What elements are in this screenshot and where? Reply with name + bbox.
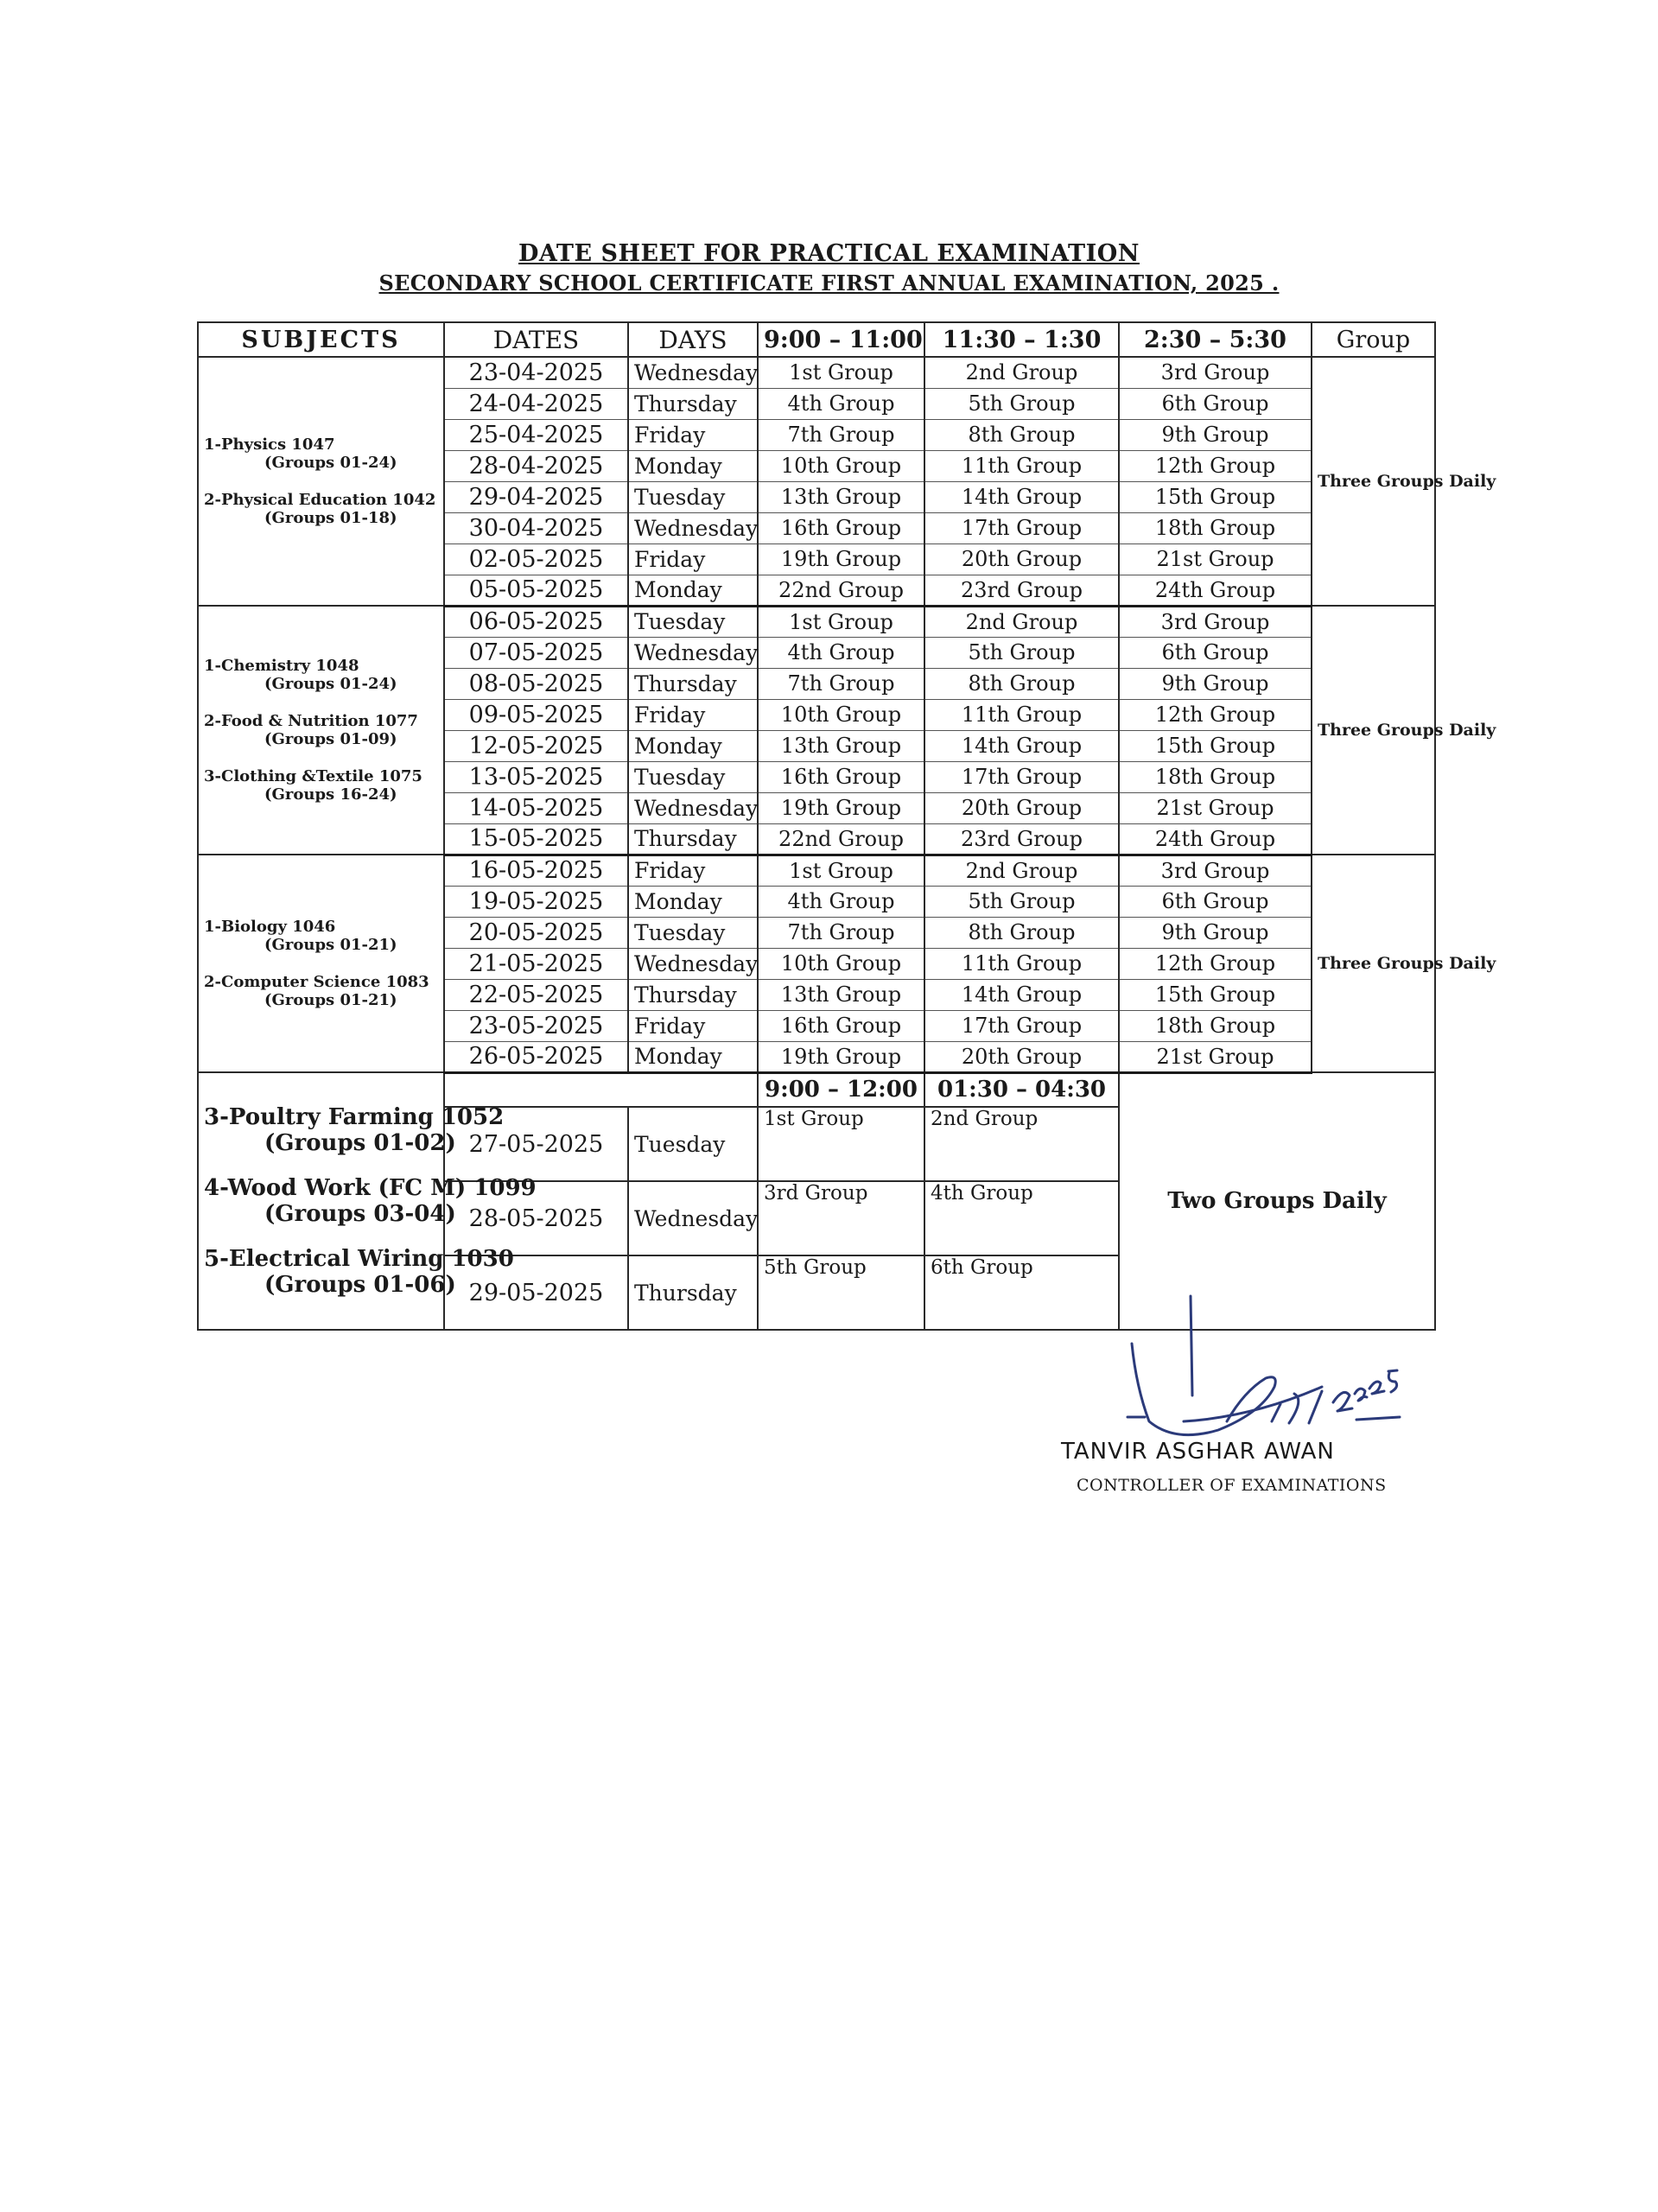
three-groups-note: Three Groups Daily bbox=[1312, 357, 1435, 606]
group-cell: 1st Group bbox=[758, 357, 924, 388]
group-cell: 19th Group bbox=[758, 543, 924, 575]
group-cell: 18th Group bbox=[1119, 1010, 1312, 1041]
date-cell: 07-05-2025 bbox=[444, 637, 628, 668]
date-cell: 24-04-2025 bbox=[444, 388, 628, 419]
block-2 bbox=[198, 606, 1496, 855]
day-cell: Wednesday bbox=[628, 357, 758, 388]
day-cell: Tuesday bbox=[628, 917, 758, 948]
date-sheet-table bbox=[197, 321, 1496, 1331]
group-cell: 14th Group bbox=[924, 979, 1119, 1010]
header-group: Group bbox=[1312, 322, 1435, 357]
subject-name: 1-Physics 1047 bbox=[204, 435, 335, 454]
date-cell: 27-05-2025 bbox=[444, 1107, 628, 1181]
page-subtitle: SECONDARY SCHOOL CERTIFICATE FIRST ANNUAL EXAMINATION, 2025 . bbox=[378, 270, 1280, 296]
date-cell: 29-04-2025 bbox=[444, 481, 628, 512]
group-cell: 18th Group bbox=[1119, 761, 1312, 792]
group-cell: 2nd Group bbox=[924, 606, 1119, 637]
subject-name: 3-Clothing &Textile 1075 bbox=[204, 767, 422, 785]
subject-groups: (Groups 01-21) bbox=[264, 936, 397, 954]
subject-name: 5-Electrical Wiring 1030 bbox=[204, 1246, 514, 1272]
group-cell: 8th Group bbox=[924, 668, 1119, 699]
date-cell: 22-05-2025 bbox=[444, 979, 628, 1010]
block-1 bbox=[198, 357, 1496, 606]
subject-groups: (Groups 01-24) bbox=[264, 675, 397, 693]
blank-cell bbox=[444, 1072, 758, 1107]
date-cell: 12-05-2025 bbox=[444, 730, 628, 761]
subject-name: 1-Biology 1046 bbox=[204, 918, 336, 936]
header-dates: DATES bbox=[444, 322, 628, 357]
date-cell: 09-05-2025 bbox=[444, 699, 628, 730]
group-cell: 8th Group bbox=[924, 917, 1119, 948]
group-cell: 10th Group bbox=[758, 948, 924, 979]
day-cell: Tuesday bbox=[628, 606, 758, 637]
date-cell: 28-05-2025 bbox=[444, 1181, 628, 1255]
group-cell: 20th Group bbox=[924, 1041, 1119, 1072]
date-cell: 16-05-2025 bbox=[444, 855, 628, 886]
header-slot3: 2:30 – 5:30 bbox=[1119, 322, 1312, 357]
group-cell: 10th Group bbox=[758, 699, 924, 730]
day-cell: Monday bbox=[628, 450, 758, 481]
group-cell: 5th Group bbox=[924, 886, 1119, 917]
day-cell: Wednesday bbox=[628, 948, 758, 979]
group-cell: 15th Group bbox=[1119, 481, 1312, 512]
group-cell: 17th Group bbox=[924, 512, 1119, 543]
group-cell: 9th Group bbox=[1119, 917, 1312, 948]
day-cell: Tuesday bbox=[628, 761, 758, 792]
group-cell: 21st Group bbox=[1119, 543, 1312, 575]
group-cell: 3rd Group bbox=[1119, 855, 1312, 886]
group-cell: 23rd Group bbox=[924, 823, 1119, 855]
day-cell: Wednesday bbox=[628, 792, 758, 823]
block-3-subjects bbox=[198, 855, 444, 1072]
group-cell: 5th Group bbox=[924, 388, 1119, 419]
subject-groups: (Groups 01-06) bbox=[264, 1272, 456, 1298]
date-cell: 14-05-2025 bbox=[444, 792, 628, 823]
group-cell: 12th Group bbox=[1119, 948, 1312, 979]
date-cell: 30-04-2025 bbox=[444, 512, 628, 543]
day-cell: Thursday bbox=[628, 388, 758, 419]
group-cell: 11th Group bbox=[924, 450, 1119, 481]
day-cell: Tuesday bbox=[628, 481, 758, 512]
three-groups-note: Three Groups Daily bbox=[1312, 606, 1435, 855]
group-cell: 2nd Group bbox=[924, 357, 1119, 388]
group-cell: 13th Group bbox=[758, 979, 924, 1010]
group-cell: 15th Group bbox=[1119, 979, 1312, 1010]
table-row bbox=[198, 606, 1435, 637]
subject-groups: (Groups 03-04) bbox=[264, 1201, 456, 1227]
date-cell: 15-05-2025 bbox=[444, 823, 628, 855]
signatory-title: CONTROLLER OF EXAMINATIONS bbox=[1077, 1476, 1387, 1495]
group-cell: 11th Group bbox=[924, 699, 1119, 730]
date-cell: 26-05-2025 bbox=[444, 1041, 628, 1072]
group-cell: 9th Group bbox=[1119, 419, 1312, 450]
group-cell: 3rd Group bbox=[1119, 357, 1312, 388]
subject-name: 2-Physical Education 1042 bbox=[204, 491, 436, 509]
group-cell: 22nd Group bbox=[758, 575, 924, 606]
day-cell: Monday bbox=[628, 1041, 758, 1072]
group-cell: 18th Group bbox=[1119, 512, 1312, 543]
group-cell: 21st Group bbox=[1119, 792, 1312, 823]
group-cell: 16th Group bbox=[758, 512, 924, 543]
date-cell: 05-05-2025 bbox=[444, 575, 628, 606]
group-cell: 24th Group bbox=[1119, 823, 1312, 855]
date-cell: 08-05-2025 bbox=[444, 668, 628, 699]
group-cell: 24th Group bbox=[1119, 575, 1312, 606]
date-cell: 21-05-2025 bbox=[444, 948, 628, 979]
header-slot1: 9:00 – 11:00 bbox=[758, 322, 924, 357]
block-4-subheader bbox=[198, 1072, 1435, 1107]
day-cell: Friday bbox=[628, 419, 758, 450]
group-cell: 2nd Group bbox=[924, 855, 1119, 886]
group-cell: 4th Group bbox=[758, 886, 924, 917]
page-title: DATE SHEET FOR PRACTICAL EXAMINATION bbox=[518, 240, 1140, 267]
group-cell: 6th Group bbox=[1119, 637, 1312, 668]
group-cell: 23rd Group bbox=[924, 575, 1119, 606]
group-cell: 1st Group bbox=[758, 855, 924, 886]
group-cell: 15th Group bbox=[1119, 730, 1312, 761]
day-cell: Friday bbox=[628, 699, 758, 730]
group-cell: 6th Group bbox=[924, 1255, 1119, 1330]
date-cell: 19-05-2025 bbox=[444, 886, 628, 917]
day-cell: Friday bbox=[628, 543, 758, 575]
group-cell: 16th Group bbox=[758, 1010, 924, 1041]
group-cell: 1st Group bbox=[758, 1107, 924, 1181]
group-cell: 13th Group bbox=[758, 481, 924, 512]
group-cell: 5th Group bbox=[758, 1255, 924, 1330]
group-cell: 3rd Group bbox=[1119, 606, 1312, 637]
group-cell: 10th Group bbox=[758, 450, 924, 481]
subject-groups: (Groups 01-18) bbox=[264, 509, 397, 527]
header-subjects: SUBJECTS bbox=[198, 322, 444, 357]
day-cell: Thursday bbox=[628, 668, 758, 699]
group-cell: 13th Group bbox=[758, 730, 924, 761]
group-cell: 21st Group bbox=[1119, 1041, 1312, 1072]
table-row bbox=[198, 357, 1435, 388]
two-groups-note: Two Groups Daily bbox=[1119, 1072, 1435, 1330]
subject-name: 1-Chemistry 1048 bbox=[204, 657, 359, 675]
day-cell: Wednesday bbox=[628, 637, 758, 668]
date-cell: 02-05-2025 bbox=[444, 543, 628, 575]
group-cell: 14th Group bbox=[924, 481, 1119, 512]
group-cell: 17th Group bbox=[924, 761, 1119, 792]
group-cell: 7th Group bbox=[758, 917, 924, 948]
group-cell: 17th Group bbox=[924, 1010, 1119, 1041]
group-cell: 14th Group bbox=[924, 730, 1119, 761]
subject-groups: (Groups 01-02) bbox=[264, 1130, 456, 1156]
subject-groups: (Groups 01-21) bbox=[264, 991, 397, 1009]
group-cell: 5th Group bbox=[924, 637, 1119, 668]
group-cell: 22nd Group bbox=[758, 823, 924, 855]
group-cell: 7th Group bbox=[758, 419, 924, 450]
group-cell: 20th Group bbox=[924, 792, 1119, 823]
subject-groups: (Groups 16-24) bbox=[264, 785, 397, 804]
day-cell: Monday bbox=[628, 575, 758, 606]
group-cell: 20th Group bbox=[924, 543, 1119, 575]
subject-groups: (Groups 01-09) bbox=[264, 730, 397, 748]
header-days: DAYS bbox=[628, 322, 758, 357]
date-cell: 23-04-2025 bbox=[444, 357, 628, 388]
group-cell: 8th Group bbox=[924, 419, 1119, 450]
block-1-subjects bbox=[198, 357, 444, 606]
document-header bbox=[0, 240, 1658, 296]
signatory-name: TANVIR ASGHAR AWAN bbox=[1061, 1439, 1335, 1465]
date-cell: 20-05-2025 bbox=[444, 917, 628, 948]
subject-name: 3-Poultry Farming 1052 bbox=[204, 1104, 505, 1130]
table-header-row bbox=[198, 322, 1435, 357]
day-cell: Friday bbox=[628, 1010, 758, 1041]
group-cell: 11th Group bbox=[924, 948, 1119, 979]
day-cell: Wednesday bbox=[628, 512, 758, 543]
day-cell: Monday bbox=[628, 886, 758, 917]
date-cell: 29-05-2025 bbox=[444, 1255, 628, 1330]
block-4-slot2: 01:30 – 04:30 bbox=[924, 1072, 1119, 1107]
date-cell: 25-04-2025 bbox=[444, 419, 628, 450]
group-cell: 3rd Group bbox=[758, 1181, 924, 1255]
group-cell: 19th Group bbox=[758, 792, 924, 823]
subject-name: 4-Wood Work (FC M) 1099 bbox=[204, 1175, 537, 1201]
group-cell: 4th Group bbox=[758, 388, 924, 419]
block-2-subjects bbox=[198, 606, 444, 855]
header-slot2: 11:30 – 1:30 bbox=[924, 322, 1119, 357]
group-cell: 7th Group bbox=[758, 668, 924, 699]
date-cell: 13-05-2025 bbox=[444, 761, 628, 792]
day-cell: Wednesday bbox=[628, 1181, 758, 1255]
three-groups-note: Three Groups Daily bbox=[1312, 855, 1435, 1072]
subject-name: 2-Food & Nutrition 1077 bbox=[204, 712, 418, 730]
group-cell: 19th Group bbox=[758, 1041, 924, 1072]
day-cell: Friday bbox=[628, 855, 758, 886]
group-cell: 2nd Group bbox=[924, 1107, 1119, 1181]
subject-name: 2-Computer Science 1083 bbox=[204, 973, 429, 991]
table-row bbox=[198, 855, 1435, 886]
group-cell: 16th Group bbox=[758, 761, 924, 792]
day-cell: Thursday bbox=[628, 1255, 758, 1330]
date-cell: 28-04-2025 bbox=[444, 450, 628, 481]
group-cell: 4th Group bbox=[924, 1181, 1119, 1255]
day-cell: Thursday bbox=[628, 979, 758, 1010]
date-cell: 06-05-2025 bbox=[444, 606, 628, 637]
group-cell: 6th Group bbox=[1119, 388, 1312, 419]
subject-groups: (Groups 01-24) bbox=[264, 454, 397, 472]
day-cell: Monday bbox=[628, 730, 758, 761]
group-cell: 12th Group bbox=[1119, 450, 1312, 481]
block-4-slot1: 9:00 – 12:00 bbox=[758, 1072, 924, 1107]
day-cell: Thursday bbox=[628, 823, 758, 855]
group-cell: 6th Group bbox=[1119, 886, 1312, 917]
group-cell: 1st Group bbox=[758, 606, 924, 637]
group-cell: 12th Group bbox=[1119, 699, 1312, 730]
group-cell: 4th Group bbox=[758, 637, 924, 668]
day-cell: Tuesday bbox=[628, 1107, 758, 1181]
block-3 bbox=[198, 855, 1496, 1072]
date-cell: 23-05-2025 bbox=[444, 1010, 628, 1041]
group-cell: 9th Group bbox=[1119, 668, 1312, 699]
